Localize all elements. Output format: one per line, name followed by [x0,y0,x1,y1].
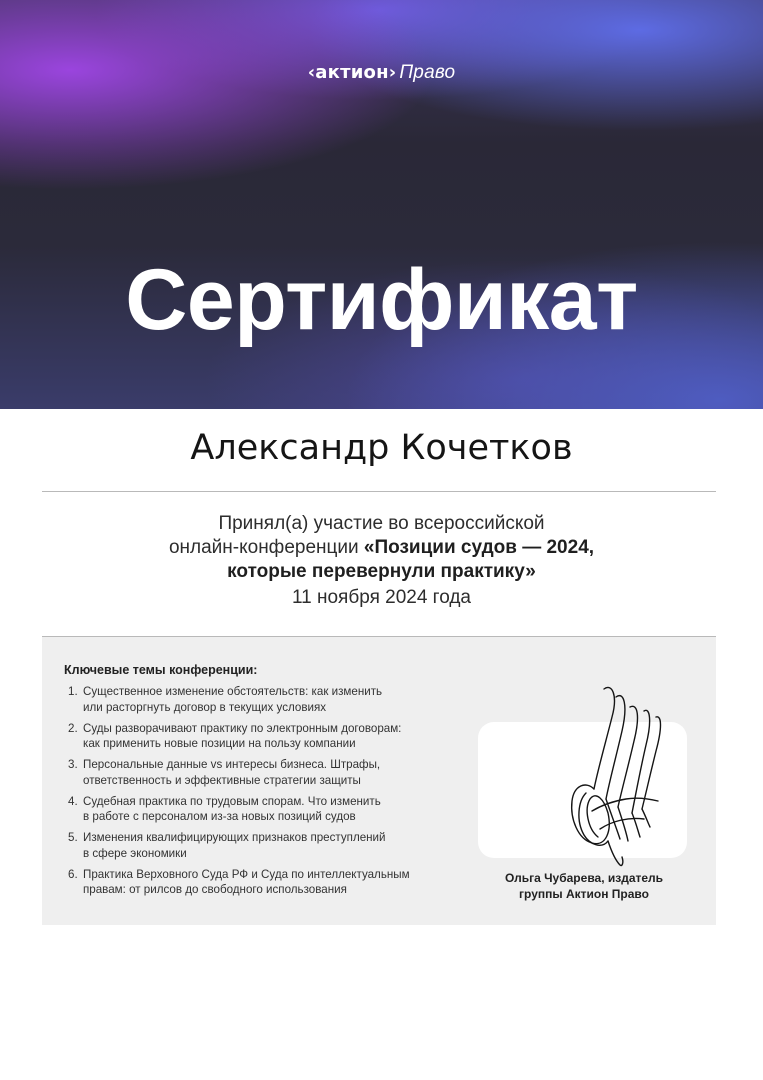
certificate-header [0,0,763,409]
topic-line: Судебная практика по трудовым спорам. Что изменить [83,794,381,808]
participation-line-1: Принял(а) участие во всероссийской [218,513,545,534]
participation-line-2 [0,536,763,560]
topic-line: Суды разворачивают практику по электронным договорам: [83,721,402,735]
topic-line: в сфере экономики [83,846,187,860]
logo-brand: ‹aктион› [307,62,397,83]
topic-number: 3. [68,758,78,771]
participation-statement [0,512,763,610]
signer-organization: группы Актион Право [519,887,649,901]
recipient-name: Александр Кочетков [190,428,573,468]
signer-caption [474,870,694,902]
topic-item [64,721,464,752]
divider-top [42,491,716,492]
topics-list [64,684,464,903]
topic-line: Изменения квалифицирующих признаков преступлений [83,831,386,844]
topic-line: или расторгнуть договор в текущих условиях [83,700,327,714]
topic-line: в работе с персоналом из-за новых позиций судов [83,810,356,823]
topic-item [64,830,464,861]
aktion-pravo-logo [0,62,763,84]
topics-panel [42,637,716,925]
topic-item [64,684,464,715]
topic-line: ответственность и эффективные стратегии защиты [83,773,361,787]
participation-line-2-prefix: онлайн-конференции [168,537,364,558]
conference-date: 11 ноября 2024 года [291,587,471,608]
signer-name: Ольга Чубарева, издатель [504,871,664,885]
topic-number: 1. [68,685,78,698]
certificate-title: Сертификат [125,252,638,348]
topic-line: правам: от рилсов до свободного использования [83,883,347,896]
conference-title-part-2: которые перевернули практику» [227,561,536,582]
topic-item [64,757,464,788]
topic-line: Существенное изменение обстоятельств: как изменить [83,685,383,698]
topic-number: 5. [68,831,78,844]
topic-number: 4. [68,794,78,808]
topic-line: Персональные данные vs интересы бизнеса. Штрафы, [83,758,381,771]
logo-sub: Право [399,62,456,83]
topics-title: Ключевые темы конференции: [64,663,258,677]
topic-item [64,794,464,825]
conference-title-part-1: «Позиции судов — 2024, [363,537,595,558]
topic-line: как применить новые позиции на пользу компании [83,737,356,750]
topic-number: 2. [68,721,78,735]
topic-item [64,867,464,898]
topic-line: Практика Верховного Суда РФ и Суда по интеллектуальным [83,867,410,881]
signature-icon [512,681,692,871]
topic-number: 6. [68,867,78,881]
